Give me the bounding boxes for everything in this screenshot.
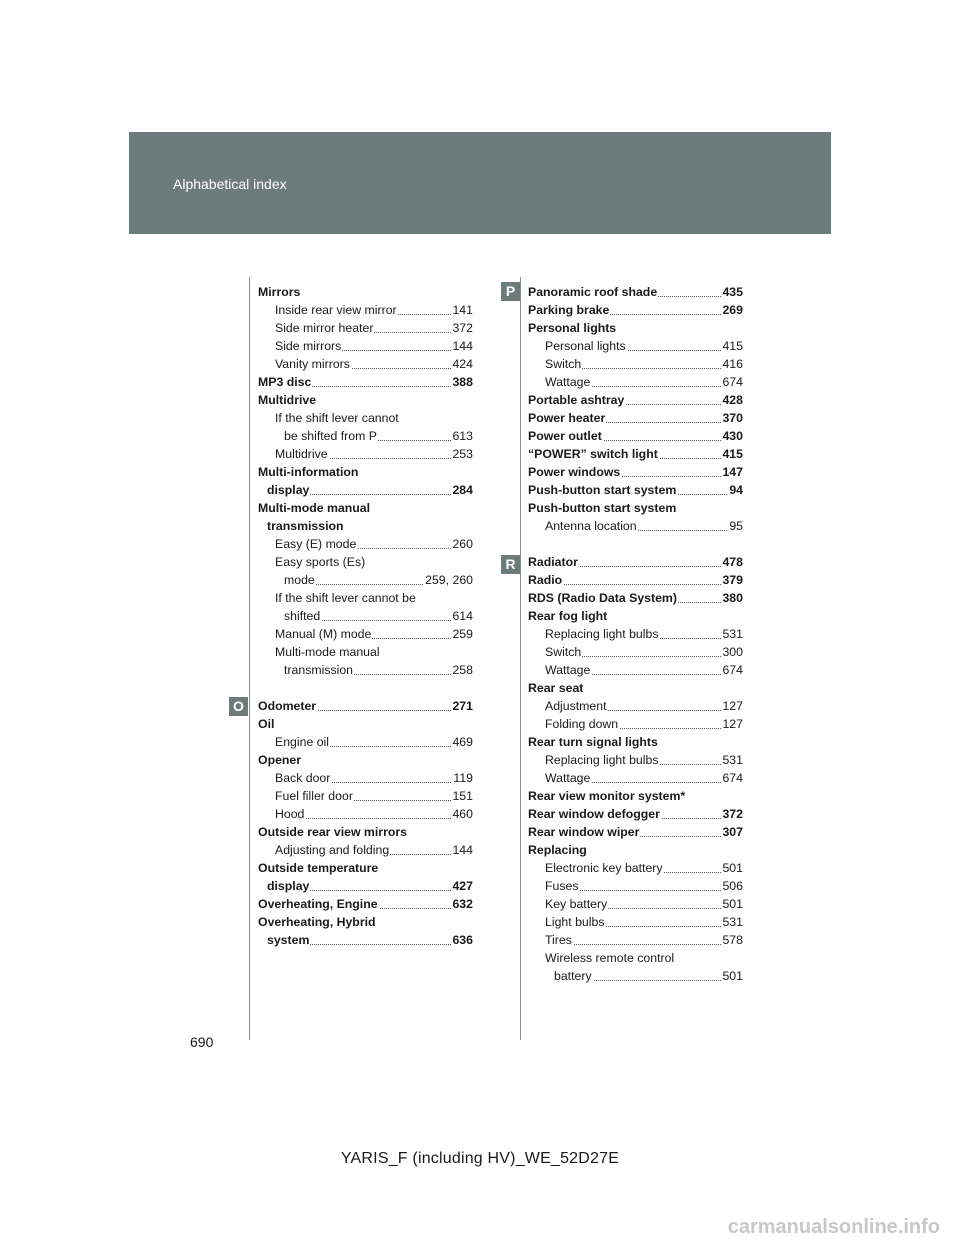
index-entry-term: Odometer [258, 699, 317, 713]
index-entry [528, 481, 743, 499]
index-entry-page: 531 [722, 753, 743, 767]
index-entry [528, 283, 743, 301]
index-entry-page: 269 [722, 303, 743, 317]
index-entry-page: 460 [452, 807, 473, 821]
index-entry-page: 260 [452, 537, 473, 551]
index-entry-page: 674 [722, 375, 743, 389]
index-entry-term: Fuses [545, 879, 579, 893]
index-entry-page: 380 [722, 591, 743, 605]
index-entry [528, 841, 743, 859]
index-entry [528, 877, 743, 895]
index-entry [258, 571, 473, 589]
index-entry-term: Rear seat [528, 681, 584, 695]
index-entry [258, 697, 473, 715]
index-entry [528, 805, 743, 823]
index-entry-page: 501 [722, 969, 743, 983]
index-entry [528, 643, 743, 661]
index-entry-page: 144 [452, 339, 473, 353]
index-entry-term: battery [554, 969, 592, 983]
index-entry-page: 531 [722, 627, 743, 641]
section-tab-p: P [501, 282, 520, 301]
index-entry-term: Power outlet [528, 429, 602, 443]
index-entry [528, 391, 743, 409]
index-entry [258, 409, 473, 427]
index-entry-term: Multi-information [258, 465, 359, 479]
index-entry [528, 337, 743, 355]
index-entry-page: 95 [729, 519, 743, 533]
index-entry [258, 787, 473, 805]
index-entry-page: 307 [722, 825, 743, 839]
index-entry-term: Parking brake [528, 303, 610, 317]
index-entry-page: 415 [722, 447, 743, 461]
index-entry [258, 643, 473, 661]
index-column-right [528, 283, 743, 985]
index-entry-page: 259 [452, 627, 473, 641]
index-entry [258, 391, 473, 409]
index-entry-term: MP3 disc [258, 375, 312, 389]
index-entry-page: 259, 260 [425, 573, 473, 587]
index-entry [258, 337, 473, 355]
index-entry-term: Power windows [528, 465, 621, 479]
index-entry [258, 841, 473, 859]
document-footer: YARIS_F (including HV)_WE_52D27E [340, 1150, 620, 1167]
index-entry-page: 388 [452, 375, 473, 389]
section-tab-o: O [229, 697, 248, 716]
index-entry-page: 127 [722, 699, 743, 713]
index-entry-term: Folding down [545, 717, 619, 731]
index-entry-page: 284 [452, 483, 473, 497]
index-entry-page: 428 [722, 393, 743, 407]
index-entry-page: 372 [722, 807, 743, 821]
index-entry [528, 589, 743, 607]
index-entry-page: 147 [722, 465, 743, 479]
index-entry-term: Vanity mirrors [275, 357, 350, 371]
index-entry [528, 949, 743, 967]
index-entry-page: 636 [452, 933, 473, 947]
index-entry [528, 517, 743, 535]
index-entry [528, 787, 743, 805]
index-entry-term: Mirrors [258, 285, 301, 299]
index-entry-term: Easy sports (Es) [275, 555, 366, 569]
left-column-rule [249, 277, 250, 1040]
index-entry [258, 373, 473, 391]
index-entry-page: 415 [722, 339, 743, 353]
index-entry [528, 355, 743, 373]
index-entry-term: RDS (Radio Data System) [528, 591, 677, 605]
index-entry-term: Electronic key battery [545, 861, 663, 875]
index-entry-term: Rear view monitor system* [528, 789, 686, 803]
index-entry-term: Side mirror heater [275, 321, 374, 335]
index-entry [258, 769, 473, 787]
index-entry-page: 578 [722, 933, 743, 947]
index-entry-page: 478 [722, 555, 743, 569]
index-entry-term: display [267, 879, 310, 893]
index-entry [258, 661, 473, 679]
index-entry [258, 427, 473, 445]
index-entry-page: 506 [722, 879, 743, 893]
index-entry [528, 733, 743, 751]
index-entry-term: Push-button start system [528, 483, 677, 497]
index-entry-term: display [267, 483, 310, 497]
index-entry-page: 430 [722, 429, 743, 443]
page-header [129, 132, 831, 234]
index-entry [528, 931, 743, 949]
index-entry [258, 301, 473, 319]
index-entry-term: Outside rear view mirrors [258, 825, 407, 839]
index-entry-page: 469 [452, 735, 473, 749]
index-entry [528, 661, 743, 679]
index-entry [528, 553, 743, 571]
index-entry [258, 931, 473, 949]
index-entry-page: 372 [452, 321, 473, 335]
index-entry-term: Rear turn signal lights [528, 735, 658, 749]
index-entry-term: Easy (E) mode [275, 537, 357, 551]
index-entry-term: Back door [275, 771, 331, 785]
index-entry [528, 697, 743, 715]
index-entry [258, 589, 473, 607]
index-entry-term: Overheating, Hybrid [258, 915, 376, 929]
header-title: Alphabetical index [173, 176, 287, 192]
index-entry [258, 625, 473, 643]
index-entry-term: Overheating, Engine [258, 897, 378, 911]
index-entry-term: Rear window defogger [528, 807, 660, 821]
index-entry-term: Panoramic roof shade [528, 285, 658, 299]
index-entry-term: Multi-mode manual [258, 501, 371, 515]
index-entry [258, 733, 473, 751]
index-entry-page: 379 [722, 573, 743, 587]
index-entry-page: 501 [722, 861, 743, 875]
index-entry [258, 877, 473, 895]
index-entry-term: Wattage [545, 375, 591, 389]
index-entry [528, 751, 743, 769]
index-entry [258, 283, 473, 301]
index-entry-term: Portable ashtray [528, 393, 625, 407]
index-entry-term: If the shift lever cannot be [275, 591, 416, 605]
index-entry-term: Personal lights [545, 339, 626, 353]
index-entry [258, 553, 473, 571]
index-entry-page: 531 [722, 915, 743, 929]
index-entry-term: Outside temperature [258, 861, 379, 875]
index-entry-page: 144 [452, 843, 473, 857]
index-entry-page: 258 [452, 663, 473, 677]
index-entry-term: shifted [284, 609, 321, 623]
index-entry [258, 535, 473, 553]
index-entry [258, 499, 473, 517]
index-entry-term: Wattage [545, 663, 591, 677]
index-entry-page: 119 [453, 771, 473, 785]
page-number: 690 [190, 1034, 214, 1050]
index-entry-term: Radiator [528, 555, 578, 569]
index-entry-page: 300 [722, 645, 743, 659]
index-entry [528, 715, 743, 733]
index-entry-term: Rear window wiper [528, 825, 640, 839]
index-entry-term: Radio [528, 573, 563, 587]
index-entry-page: 435 [722, 285, 743, 299]
index-entry [528, 571, 743, 589]
index-entry-term: Tires [545, 933, 572, 947]
index-entry-term: Light bulbs [545, 915, 605, 929]
index-entry-page: 674 [722, 771, 743, 785]
index-entry-page: 427 [452, 879, 473, 893]
index-entry-term: Replacing [528, 843, 587, 857]
index-entry [528, 823, 743, 841]
index-entry [528, 463, 743, 481]
index-entry-term: Wireless remote control [545, 951, 675, 965]
index-entry [258, 859, 473, 877]
index-entry [528, 679, 743, 697]
index-entry-page: 416 [722, 357, 743, 371]
index-entry [258, 481, 473, 499]
index-entry-page: 614 [452, 609, 473, 623]
index-entry-page: 424 [452, 357, 473, 371]
index-entry [528, 769, 743, 787]
index-entry [528, 967, 743, 985]
index-entry-page: 613 [452, 429, 473, 443]
index-entry [528, 499, 743, 517]
index-entry-term: Replacing light bulbs [545, 753, 659, 767]
index-entry [528, 895, 743, 913]
index-entry [258, 355, 473, 373]
index-entry-term: be shifted from P [284, 429, 377, 443]
index-entry [258, 751, 473, 769]
index-entry [258, 463, 473, 481]
index-entry-term: Hood [275, 807, 305, 821]
index-entry [528, 625, 743, 643]
index-entry-page: 253 [452, 447, 473, 461]
index-entry-term: Oil [258, 717, 275, 731]
index-entry-page: 501 [722, 897, 743, 911]
index-entry [258, 319, 473, 337]
index-entry-term: Personal lights [528, 321, 617, 335]
index-entry-term: Manual (M) mode [275, 627, 372, 641]
index-entry [258, 895, 473, 913]
watermark: carmanualsonline.info [727, 1216, 940, 1238]
index-entry-page: 632 [452, 897, 473, 911]
index-entry [528, 319, 743, 337]
index-entry-term: system [267, 933, 310, 947]
index-entry [528, 409, 743, 427]
index-entry-term: Multidrive [275, 447, 328, 461]
index-entry-page: 674 [722, 663, 743, 677]
index-entry [258, 805, 473, 823]
index-entry [258, 823, 473, 841]
index-entry-term: Engine oil [275, 735, 330, 749]
index-entry [258, 913, 473, 931]
index-entry-term: Antenna location [545, 519, 637, 533]
index-entry [258, 715, 473, 733]
index-entry [258, 517, 473, 535]
index-entry-term: Replacing light bulbs [545, 627, 659, 641]
index-entry-term: transmission [267, 519, 344, 533]
index-entry-term: Key battery [545, 897, 608, 911]
index-entry-term: Adjustment [545, 699, 607, 713]
index-entry-term: Inside rear view mirror [275, 303, 397, 317]
index-entry-term: Switch [545, 645, 582, 659]
index-entry-page: 141 [452, 303, 473, 317]
index-entry-term: Multidrive [258, 393, 317, 407]
index-entry-page: 127 [722, 717, 743, 731]
index-entry-term: Multi-mode manual [275, 645, 380, 659]
index-entry-term: Rear fog light [528, 609, 608, 623]
index-entry-page: 370 [722, 411, 743, 425]
index-entry [528, 373, 743, 391]
index-entry [528, 301, 743, 319]
index-entry-term: Side mirrors [275, 339, 342, 353]
index-entry-term: Switch [545, 357, 582, 371]
index-entry-page: 94 [729, 483, 743, 497]
index-entry-term: Opener [258, 753, 302, 767]
index-entry-term: Adjusting and folding [275, 843, 390, 857]
index-entry [258, 607, 473, 625]
index-entry [528, 859, 743, 877]
index-entry [528, 607, 743, 625]
index-entry-term: Power heater [528, 411, 606, 425]
index-entry-term: “POWER” switch light [528, 447, 658, 461]
index-entry [528, 445, 743, 463]
index-entry [528, 427, 743, 445]
index-entry [528, 913, 743, 931]
right-column-rule [520, 277, 521, 1040]
section-tab-r: R [501, 555, 520, 574]
index-entry-term: Push-button start system [528, 501, 677, 515]
index-entry-term: mode [284, 573, 315, 587]
index-column-left [258, 283, 473, 949]
index-entry-term: If the shift lever cannot [275, 411, 399, 425]
index-entry-page: 271 [452, 699, 473, 713]
dot-leader [545, 944, 743, 945]
index-entry [258, 445, 473, 463]
index-entry-page: 151 [452, 789, 473, 803]
index-entry-term: transmission [284, 663, 354, 677]
index-entry-term: Fuel filler door [275, 789, 353, 803]
index-entry-term: Wattage [545, 771, 591, 785]
